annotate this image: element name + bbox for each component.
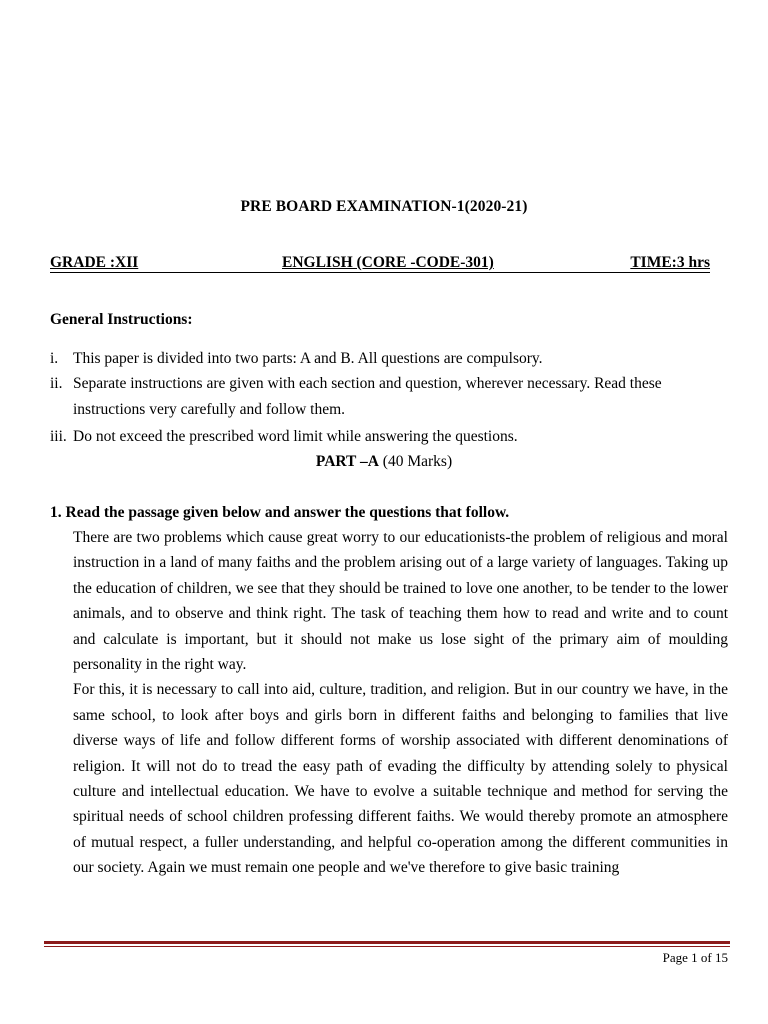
passage-paragraph: For this, it is necessary to call into aid, culture, tradition, and religion. But in our country we have, in the same school, to look after boys and girls born in different faiths and belonging to families that live diverse ways of life and follow different forms of worship associated with different denominations of religion. It will not do to tread the easy path of evading the difficulty by attending solely to physical culture and intellectual education. We have to evolve a suitable technique and method for serving the spiritual needs of school children professing different faiths. We would thereby promote an atmosphere of mutual respect, a fuller understanding, and helpful co-operation among the different communities in our society. Again we must remain one people and we've therefore to give basic training: [73, 681, 728, 877]
header-underline: [50, 272, 710, 273]
exam-header-row: [50, 254, 710, 276]
instruction-text: Separate instructions are given with each section and question, wherever necessary. Read these instructions very carefully and follow them.: [73, 375, 662, 418]
time-label: TIME:3 hrs: [630, 254, 710, 271]
exam-title: PRE BOARD EXAMINATION-1(2020-21): [240, 198, 528, 215]
grade-label: GRADE :XII: [50, 254, 139, 271]
instruction-number: i.: [50, 350, 59, 367]
part-a-marks: (40 Marks): [378, 453, 453, 470]
footer-rule-thin: [44, 946, 730, 947]
page-number: Page 1 of 15: [662, 950, 728, 965]
instruction-text: Do not exceed the prescribed word limit while answering the questions.: [73, 428, 518, 445]
subject-label: ENGLISH (CORE -CODE-301): [282, 254, 494, 271]
reading-passage: [73, 525, 728, 881]
instruction-text: This paper is divided into two parts: A and B. All questions are compulsory.: [73, 350, 543, 367]
part-a-label: PART –A: [315, 453, 379, 470]
footer-rule-thick: [44, 941, 730, 944]
question-1-prompt: 1. Read the passage given below and answer the questions that follow.: [50, 504, 510, 521]
general-instructions-heading: General Instructions:: [50, 311, 193, 328]
passage-paragraph: There are two problems which cause great worry to our educationists-the problem of religious and moral instruction in a land of many faiths and the problem arising out of a large variety of languages. Taking up the education of children, we see that they should be trained to love one another, to be tender to the lower animals, and to observe and think right. The task of teaching them how to read and write and to count and calculate is important, but it should not make us lose sight of the primary aim of moulding personality in the right way.: [73, 529, 728, 674]
instruction-number: ii.: [50, 375, 63, 392]
instruction-number: iii.: [50, 428, 67, 445]
part-a-heading: [0, 453, 768, 471]
